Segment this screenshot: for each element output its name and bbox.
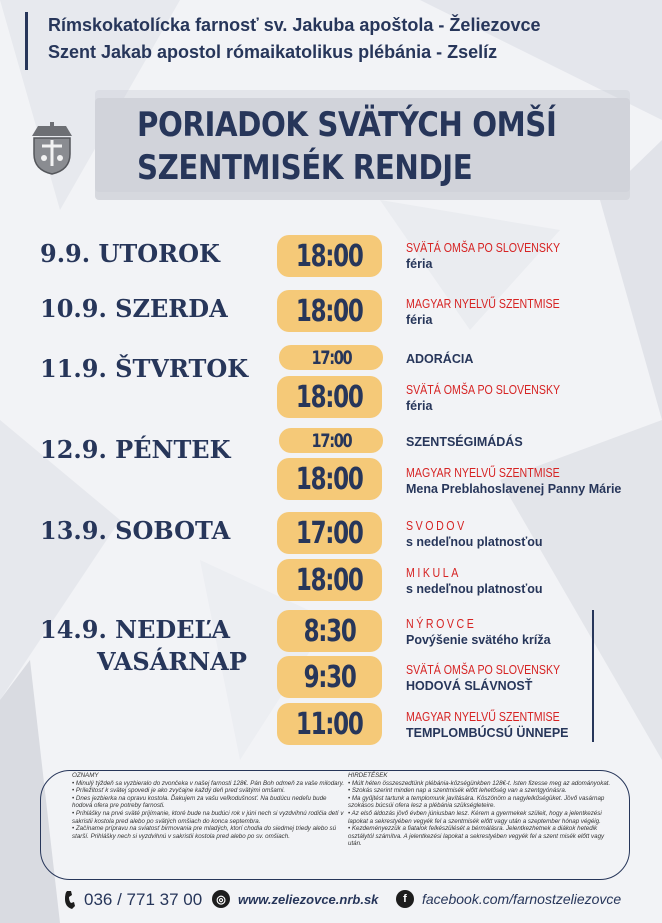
mass-note: s nedeľnou platnosťou	[406, 582, 543, 596]
title-line-sk: PORIADOK SVÄTÝCH OMŠÍ	[137, 105, 557, 145]
phone-number: 036 / 771 37 00	[84, 890, 203, 909]
announcements-sk	[72, 772, 347, 840]
day-label-tuesday: 9.9. UTOROK	[40, 239, 220, 268]
announcement-line: • Kezdeményezzük a fiatalok felkészülését a bérmálásra. Jelentkezhetnek a diákok hetedik osztálytól számítva. A jelentkezési lapokat a sekrestyében vegyék fel a szent misék előtt vagy után.	[348, 825, 605, 848]
facebook-link[interactable]	[396, 890, 621, 908]
mass-note: féria	[406, 313, 433, 327]
mass-note: Povýšenie svätého kríža	[406, 633, 551, 647]
event-description	[406, 709, 587, 741]
day-label-sunday-hu: VASÁRNAP	[97, 647, 247, 676]
announcement-line: • Múlt héten összeszedtünk plébánia-községünkben 128€-t. Isten fizesse meg az adományokat.	[348, 779, 611, 787]
day-label-thursday: 11.9. ŠTVRTOK	[40, 354, 249, 383]
mass-type: SVÄTÁ OMŠA PO SLOVENSKY	[406, 663, 561, 677]
announcement-line: • Minulý týždeň sa vyzbieralo do zvončeka v našej farnosti 128€. Pán Boh odmeň za vaše milodary.	[72, 779, 345, 787]
mass-note: HODOVÁ SLÁVNOSŤ	[406, 679, 533, 693]
mass-type: MIKULA	[406, 566, 461, 580]
day-label-wednesday: 10.9. SZERDA	[40, 294, 228, 323]
time-pill: 17:00	[277, 512, 382, 554]
day-label-friday: 12.9. PÉNTEK	[40, 435, 231, 464]
mass-type: MAGYAR NYELVŰ SZENTMISE	[406, 466, 560, 480]
time-pill: 8:30	[277, 610, 382, 652]
announcement-line: • Szokás szerint minden nap a szentmisék előtt lehetőség van a szentgyónásra.	[348, 787, 567, 795]
website-link[interactable]	[212, 890, 378, 908]
time-pill: 9:30	[277, 656, 382, 698]
mass-note: Mena Preblahoslavenej Panny Márie	[406, 482, 622, 496]
event-description	[406, 351, 473, 367]
website-url: www.zeliezovce.nrb.sk	[238, 891, 379, 907]
mass-type: NÝROVCE	[406, 617, 477, 631]
schedule-title	[137, 104, 556, 190]
day-label-saturday: 13.9. SOBOTA	[40, 516, 231, 545]
announcement-line: • Prihlášky na prvé sväté prijímanie, ktoré bude na budúci rok v júni nech si vyzdvihnú rodičia detí v sakristii kostola pred alebo po svätých omšiach do konca septembra.	[72, 809, 344, 825]
mass-type: SVÄTÁ OMŠA PO SLOVENSKY	[406, 241, 561, 255]
time-pill-small: 17:00	[279, 345, 383, 370]
contact-footer	[0, 890, 662, 914]
time-pill: 18:00	[277, 559, 382, 601]
mass-note: ADORÁCIA	[406, 352, 474, 366]
time-pill: 18:00	[277, 376, 382, 418]
time-pill: 18:00	[277, 235, 382, 277]
event-description	[406, 662, 587, 694]
facebook-url: facebook.com/farnostzeliezovce	[422, 891, 622, 907]
mass-note: féria	[406, 399, 433, 413]
mass-type: SVÄTÁ OMŠA PO SLOVENSKY	[406, 383, 561, 397]
header-line-hu: Szent Jakab apostol rómaikatolikus plébánia - Zselíz	[48, 42, 498, 62]
parish-emblem-icon	[28, 120, 76, 176]
day-label-sunday-sk: 14.9. NEDEĽA	[40, 615, 230, 644]
time-pill: 18:00	[277, 290, 382, 332]
event-description	[406, 296, 587, 328]
announcements-sk-title: OZNAMY	[72, 772, 99, 779]
parish-header	[25, 12, 540, 70]
globe-icon: ◎	[212, 890, 230, 908]
facebook-icon: f	[396, 890, 414, 908]
title-line-hu: SZENTMISÉK RENDJE	[137, 148, 473, 188]
mass-note: s nedeľnou platnosťou	[406, 535, 543, 549]
announcement-line: • Ma gyűjtést tartunk a templomunk javítására. Köszönöm a nagylelkűségüket. Jövő vasárnap szokásos búcsúi ofera lesz a plébánia szükségleteire.	[348, 794, 605, 810]
day-label-sunday	[40, 614, 247, 678]
mass-note: TEMPLOMBÚCSÚ ÜNNEPE	[406, 726, 569, 740]
time-pill: 18:00	[277, 458, 382, 500]
announcements-hu-title: HIRDETÉSEK	[348, 772, 388, 779]
mass-note: féria	[406, 257, 433, 271]
announcements-hu	[348, 772, 618, 848]
time-pill: 11:00	[277, 703, 382, 745]
event-description	[406, 616, 551, 648]
event-description	[406, 434, 523, 450]
event-description	[406, 240, 587, 272]
announcement-line: • Az első áldozás jövő évben júniusban lesz. Kérem a gyermekek szüleit, hogy a jelentkezési lapokat a sekrestyében vegyék fel a szentmisék előtt vagy után a szeptember hónap végéig.	[348, 809, 602, 825]
phone-contact[interactable]	[64, 890, 202, 910]
announcement-line: • Dnes jezbierka na opravu kostola. Ďakujem za vašu veľkodušnosť. Na budúcu nedeľu bude hodová ofera pre potreby farnosti.	[72, 794, 327, 810]
sunday-divider	[592, 610, 594, 742]
mass-type: MAGYAR NYELVŰ SZENTMISE	[406, 710, 560, 724]
event-description	[406, 518, 543, 550]
time-pill-small: 17:00	[279, 428, 383, 453]
header-line-sk: Rímskokatolícka farnosť sv. Jakuba apoštola - Želiezovce	[48, 15, 541, 35]
phone-icon	[64, 890, 76, 910]
announcement-line: • Začíname prípravu na sviatosť birmovania pre mladých, ktorí chodia do siedmej triedy alebo sú starší. Prihlášky nech si vyzdvihnú v sakristii kostola pred alebo po sv. omšiach.	[72, 825, 337, 840]
mass-note: SZENTSÉGIMÁDÁS	[406, 435, 523, 449]
event-description	[406, 565, 543, 597]
event-description	[406, 465, 621, 497]
announcement-line: • Príležitosť k svätej spovedi je ako zvyčajne každý deň pred svätými omšami.	[72, 787, 286, 795]
event-description	[406, 382, 587, 414]
mass-type: MAGYAR NYELVŰ SZENTMISE	[406, 297, 560, 311]
mass-type: SVODOV	[406, 519, 467, 533]
